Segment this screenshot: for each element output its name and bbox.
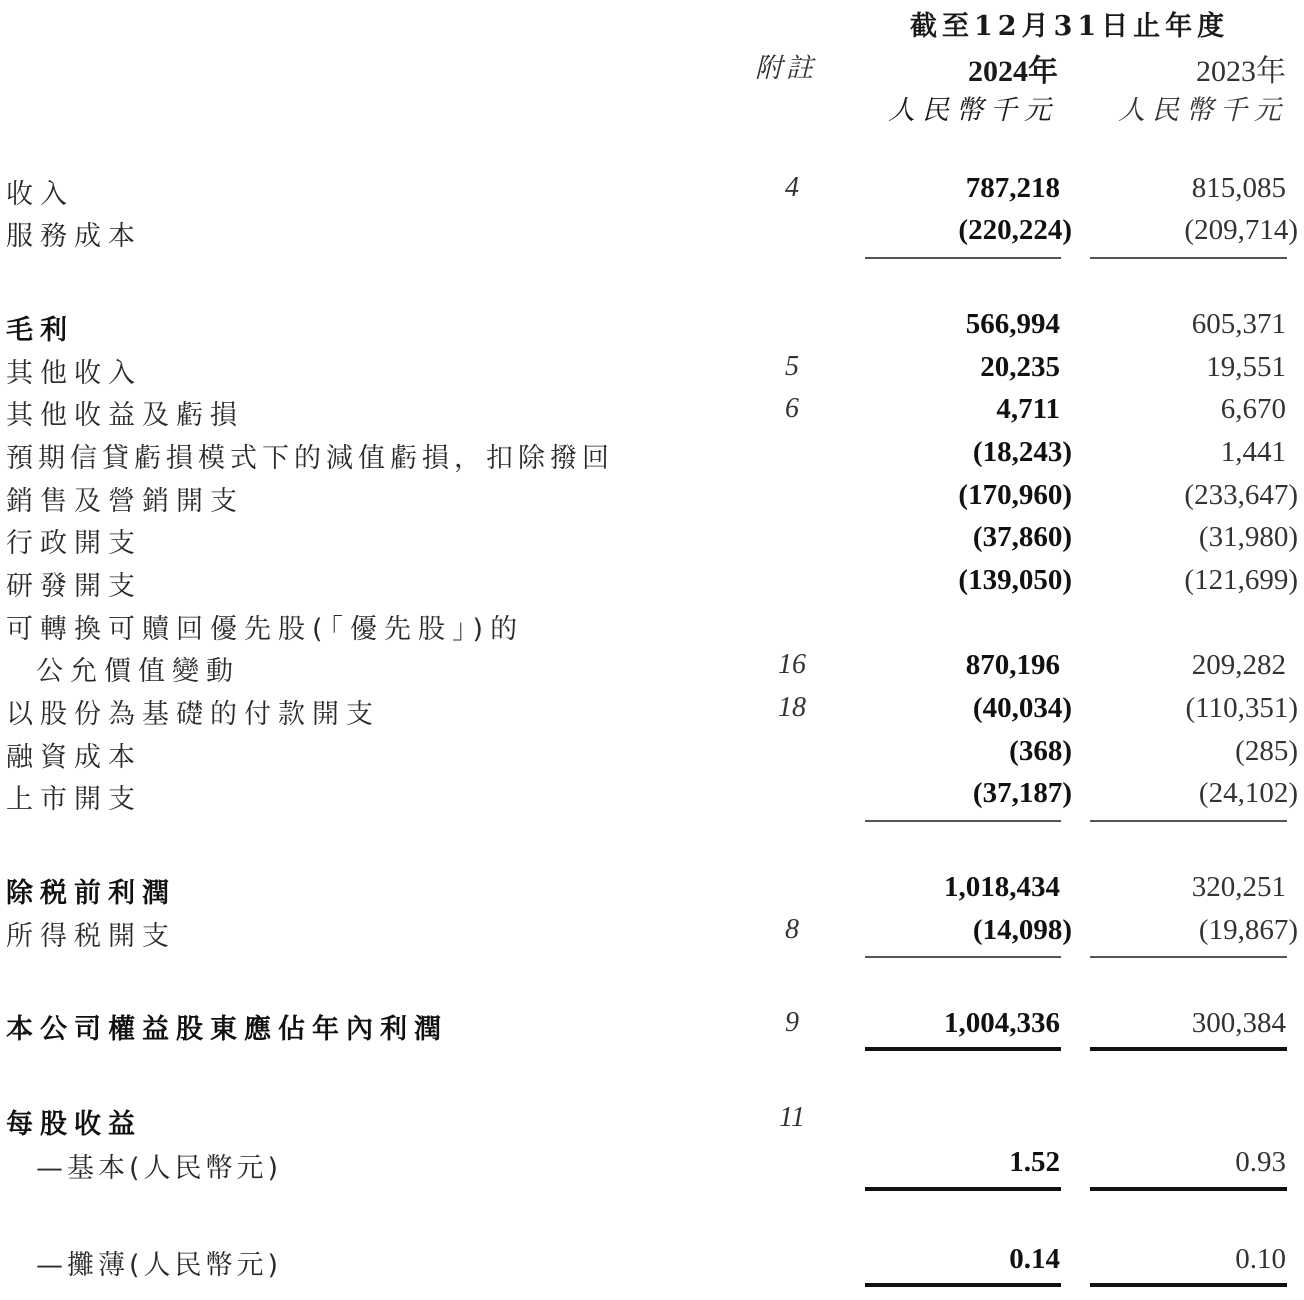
total-double-rule bbox=[865, 1187, 1061, 1191]
row-note: 6 bbox=[785, 393, 799, 424]
period-heading: 截至12月31日止年度 bbox=[910, 11, 1230, 42]
row-label: 其他收益及虧損 bbox=[6, 400, 244, 431]
table-row-gross-profit bbox=[0, 308, 1304, 350]
total-double-rule bbox=[1090, 1187, 1287, 1191]
value-2023: 605,371 bbox=[1191, 308, 1286, 340]
value-2024: 1,018,434 bbox=[944, 871, 1060, 903]
subtotal-rule bbox=[1090, 956, 1287, 958]
value-2023: 815,085 bbox=[1191, 172, 1286, 204]
value-2024: 1.52 bbox=[1009, 1146, 1060, 1178]
row-note: 4 bbox=[785, 172, 799, 203]
note-column-heading: 附註 bbox=[755, 53, 817, 84]
row-note: 8 bbox=[785, 914, 799, 945]
row-note: 16 bbox=[778, 649, 806, 680]
value-2024: (14,098) bbox=[972, 914, 1072, 946]
value-2024: 787,218 bbox=[965, 172, 1060, 204]
value-2024: (170,960) bbox=[958, 479, 1072, 511]
row-label: 其他收入 bbox=[6, 358, 142, 389]
table-row-impairment-losses bbox=[0, 436, 1304, 478]
subtotal-rule bbox=[1090, 257, 1287, 259]
value-2024: (139,050) bbox=[958, 564, 1072, 596]
row-label: 收入 bbox=[6, 179, 74, 210]
row-note: 9 bbox=[785, 1007, 799, 1038]
row-label: 預期信貸虧損模式下的減值虧損，扣除撥回 bbox=[6, 443, 614, 474]
table-row-income-tax bbox=[0, 914, 1304, 956]
value-2024: (37,187) bbox=[972, 777, 1072, 809]
table-row-listing-expenses bbox=[0, 777, 1304, 819]
table-row-profit-before-tax bbox=[0, 871, 1304, 913]
value-2024: 566,994 bbox=[965, 308, 1060, 340]
value-2023: (121,699) bbox=[1184, 564, 1298, 596]
row-label: 毛利 bbox=[6, 315, 74, 346]
row-note: 11 bbox=[779, 1102, 805, 1133]
year-2023-heading: 2023年 bbox=[1196, 55, 1286, 88]
value-2024: (220,224) bbox=[958, 214, 1072, 246]
table-row-revenue bbox=[0, 172, 1304, 214]
row-label: 融資成本 bbox=[6, 742, 142, 773]
table-row-fair-value-change bbox=[0, 649, 1304, 691]
row-note: 5 bbox=[785, 351, 799, 382]
value-2024: (368) bbox=[1009, 735, 1072, 767]
value-2024: 0.14 bbox=[1009, 1243, 1060, 1275]
total-double-rule bbox=[1090, 1047, 1287, 1051]
table-row-eps-diluted bbox=[0, 1243, 1304, 1285]
value-2023: 300,384 bbox=[1191, 1007, 1286, 1039]
value-2023: (110,351) bbox=[1185, 692, 1298, 724]
subtotal-rule bbox=[865, 956, 1061, 958]
row-label: 每股收益 bbox=[6, 1109, 142, 1140]
year-2024-heading: 2024年 bbox=[968, 55, 1058, 88]
row-label: 所得税開支 bbox=[6, 921, 176, 952]
subtotal-rule bbox=[865, 257, 1061, 259]
total-double-rule bbox=[865, 1047, 1061, 1051]
table-row-other-gains-losses bbox=[0, 393, 1304, 435]
row-label: 可轉換可贖回優先股(「優先股」)的 bbox=[6, 614, 525, 645]
table-row-rnd bbox=[0, 564, 1304, 606]
subtotal-rule bbox=[1090, 820, 1287, 822]
value-2024: (37,860) bbox=[972, 521, 1072, 553]
value-2023: (285) bbox=[1235, 735, 1298, 767]
value-2023: (19,867) bbox=[1198, 914, 1298, 946]
row-label: 研發開支 bbox=[6, 571, 142, 602]
table-row-cost-of-services bbox=[0, 214, 1304, 256]
table-row-administrative bbox=[0, 521, 1304, 563]
row-label: 本公司權益股東應佔年內利潤 bbox=[6, 1014, 448, 1045]
table-row-eps-header bbox=[0, 1102, 1304, 1144]
table-row-other-income bbox=[0, 351, 1304, 393]
table-row-finance-costs bbox=[0, 735, 1304, 777]
total-double-rule bbox=[865, 1283, 1061, 1287]
table-row-preferred-shares-header bbox=[0, 607, 1304, 649]
table-row-share-based-payment bbox=[0, 692, 1304, 734]
row-note: 18 bbox=[778, 692, 806, 723]
value-2024: (40,034) bbox=[972, 692, 1072, 724]
row-label: 行政開支 bbox=[6, 528, 142, 559]
value-2023: 209,282 bbox=[1191, 649, 1286, 681]
unit-2024-heading: 人民幣千元 bbox=[888, 95, 1058, 126]
value-2023: 6,670 bbox=[1220, 393, 1286, 425]
row-label: 服務成本 bbox=[6, 221, 142, 252]
row-label: 公允價值變動 bbox=[36, 656, 240, 687]
value-2024: (18,243) bbox=[972, 436, 1072, 468]
unit-2023-heading: 人民幣千元 bbox=[1118, 95, 1288, 126]
value-2023: 320,251 bbox=[1191, 871, 1286, 903]
value-2023: 0.10 bbox=[1235, 1243, 1286, 1275]
row-label: —基本(人民幣元) bbox=[36, 1153, 283, 1184]
total-double-rule bbox=[1090, 1283, 1287, 1287]
value-2023: (209,714) bbox=[1184, 214, 1298, 246]
row-label: —攤薄(人民幣元) bbox=[36, 1250, 283, 1281]
value-2023: 19,551 bbox=[1206, 351, 1286, 383]
value-2024: 870,196 bbox=[965, 649, 1060, 681]
value-2023: (233,647) bbox=[1184, 479, 1298, 511]
value-2023: (24,102) bbox=[1198, 777, 1298, 809]
row-label: 除税前利潤 bbox=[6, 878, 176, 909]
value-2024: 1,004,336 bbox=[944, 1007, 1060, 1039]
table-row-selling-marketing bbox=[0, 479, 1304, 521]
row-label: 以股份為基礎的付款開支 bbox=[6, 699, 380, 730]
value-2023: 0.93 bbox=[1235, 1146, 1286, 1178]
table-row-profit-for-year bbox=[0, 1007, 1304, 1049]
value-2023: (31,980) bbox=[1198, 521, 1298, 553]
value-2024: 20,235 bbox=[980, 351, 1060, 383]
subtotal-rule bbox=[865, 820, 1061, 822]
table-row-eps-basic bbox=[0, 1146, 1304, 1188]
row-label: 上市開支 bbox=[6, 784, 142, 815]
value-2024: 4,711 bbox=[996, 393, 1060, 425]
value-2023: 1,441 bbox=[1220, 436, 1286, 468]
row-label: 銷售及營銷開支 bbox=[6, 486, 244, 517]
